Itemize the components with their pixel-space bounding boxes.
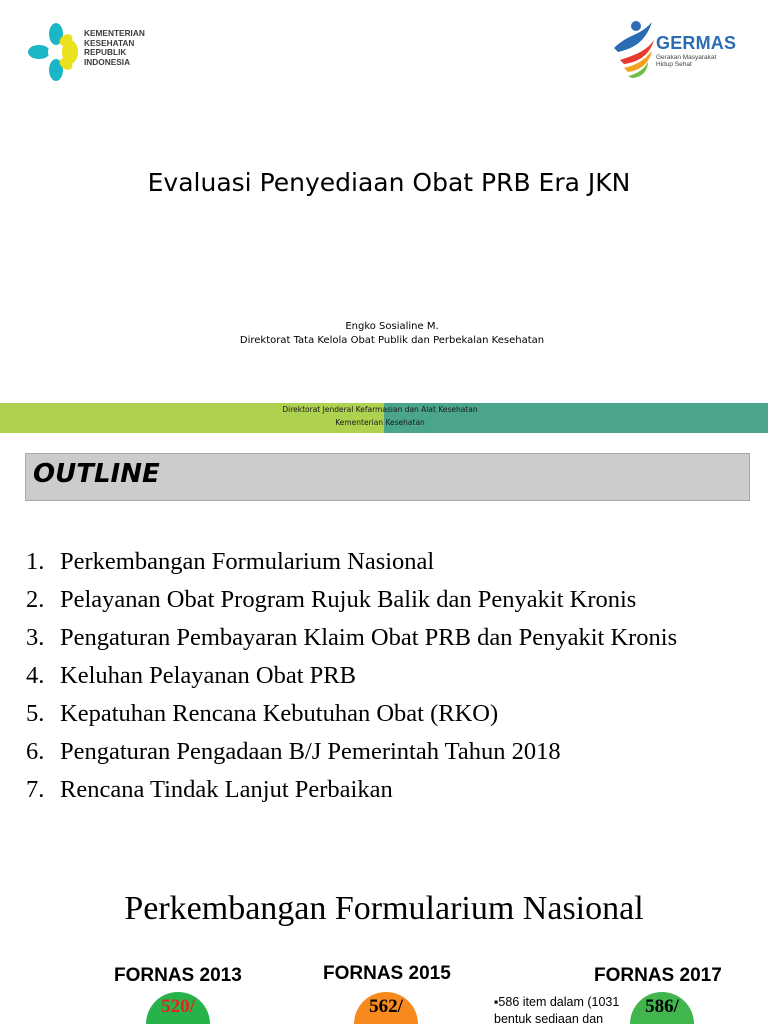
kemkes-logo-text: [84, 29, 145, 67]
outline-list: [26, 546, 768, 812]
outline-item-text: Pelayanan Obat Program Rujuk Balik dan Penyakit Kronis: [60, 586, 637, 613]
outline-item: [26, 622, 768, 653]
fornas-2013-count: [146, 992, 210, 1024]
germas-title: GERMAS: [656, 33, 737, 53]
fornas-2015-label: FORNAS 2015: [323, 963, 451, 984]
outline-item: [26, 584, 768, 615]
presentation-title: Evaluasi Penyediaan Obat PRB Era JKN: [147, 168, 631, 197]
outline-heading-box: [25, 453, 750, 501]
outline-item-number: 7.: [26, 776, 45, 803]
outline-item-number: 5.: [26, 700, 45, 727]
author-block: [0, 320, 768, 348]
outline-item-number: 6.: [26, 738, 45, 765]
fornas-2013-label: FORNAS 2013: [114, 965, 242, 986]
footer-band-line: Direktorat Jenderal Kefarmasian dan Alat Kesehatan: [282, 405, 478, 414]
outline-slide: [0, 434, 768, 864]
fornas-2017-count: [630, 992, 694, 1024]
germas-subtitle: [656, 54, 716, 68]
author-name: Engko Sosialine M.: [345, 321, 439, 332]
outline-item: [26, 774, 768, 805]
germas-subtitle-line: Hidup Sehat: [656, 61, 692, 68]
kemkes-line: KESEHATAN: [84, 37, 135, 48]
fornas-2017-label: FORNAS 2017: [594, 965, 722, 986]
outline-item: [26, 546, 768, 577]
fornas-slide-title: Perkembangan Formularium Nasional: [124, 890, 644, 927]
outline-item-text: Keluhan Pelayanan Obat PRB: [60, 662, 356, 689]
kemkes-line: REPUBLIK: [84, 47, 127, 58]
fornas-2013-value: 520/: [161, 996, 195, 1017]
outline-heading: OUTLINE: [33, 459, 160, 489]
outline-item-number: 3.: [26, 624, 45, 651]
outline-item-text: Pengaturan Pengadaan B/J Pemerintah Tahun 2018: [60, 738, 561, 765]
note-line: ▪586 item dalam (1031: [494, 995, 620, 1009]
outline-item: [26, 660, 768, 691]
fornas-2017-value: 586/: [645, 996, 679, 1017]
kemkes-line: KEMENTERIAN: [84, 28, 145, 38]
outline-item-number: 1.: [26, 548, 45, 575]
note-line: bentuk sediaan dan: [494, 1012, 604, 1024]
outline-item-text: Kepatuhan Rencana Kebutuhan Obat (RKO): [60, 700, 499, 727]
footer-band-text: [0, 404, 760, 429]
fornas-2015-value: 562/: [369, 996, 403, 1017]
outline-item-number: 2.: [26, 586, 45, 613]
outline-item: [26, 698, 768, 729]
outline-item: [26, 736, 768, 767]
fornas-2015-count: [354, 992, 418, 1024]
fornas-slide: [0, 864, 768, 1024]
fornas-2017-note: [494, 994, 619, 1024]
outline-item-number: 4.: [26, 662, 45, 689]
author-affiliation: Direktorat Tata Kelola Obat Publik dan Perbekalan Kesehatan: [239, 335, 545, 346]
outline-item-text: Pengaturan Pembayaran Klaim Obat PRB dan Penyakit Kronis: [60, 624, 678, 651]
footer-band-line: Kementerian Kesehatan: [335, 417, 425, 427]
outline-item-text: Rencana Tindak Lanjut Perbaikan: [60, 776, 393, 803]
title-slide: [0, 0, 768, 434]
germas-subtitle-line: Gerakan Masyarakat: [656, 54, 717, 61]
outline-item-text: Perkembangan Formularium Nasional: [60, 548, 435, 575]
kemkes-line: INDONESIA: [84, 56, 131, 67]
